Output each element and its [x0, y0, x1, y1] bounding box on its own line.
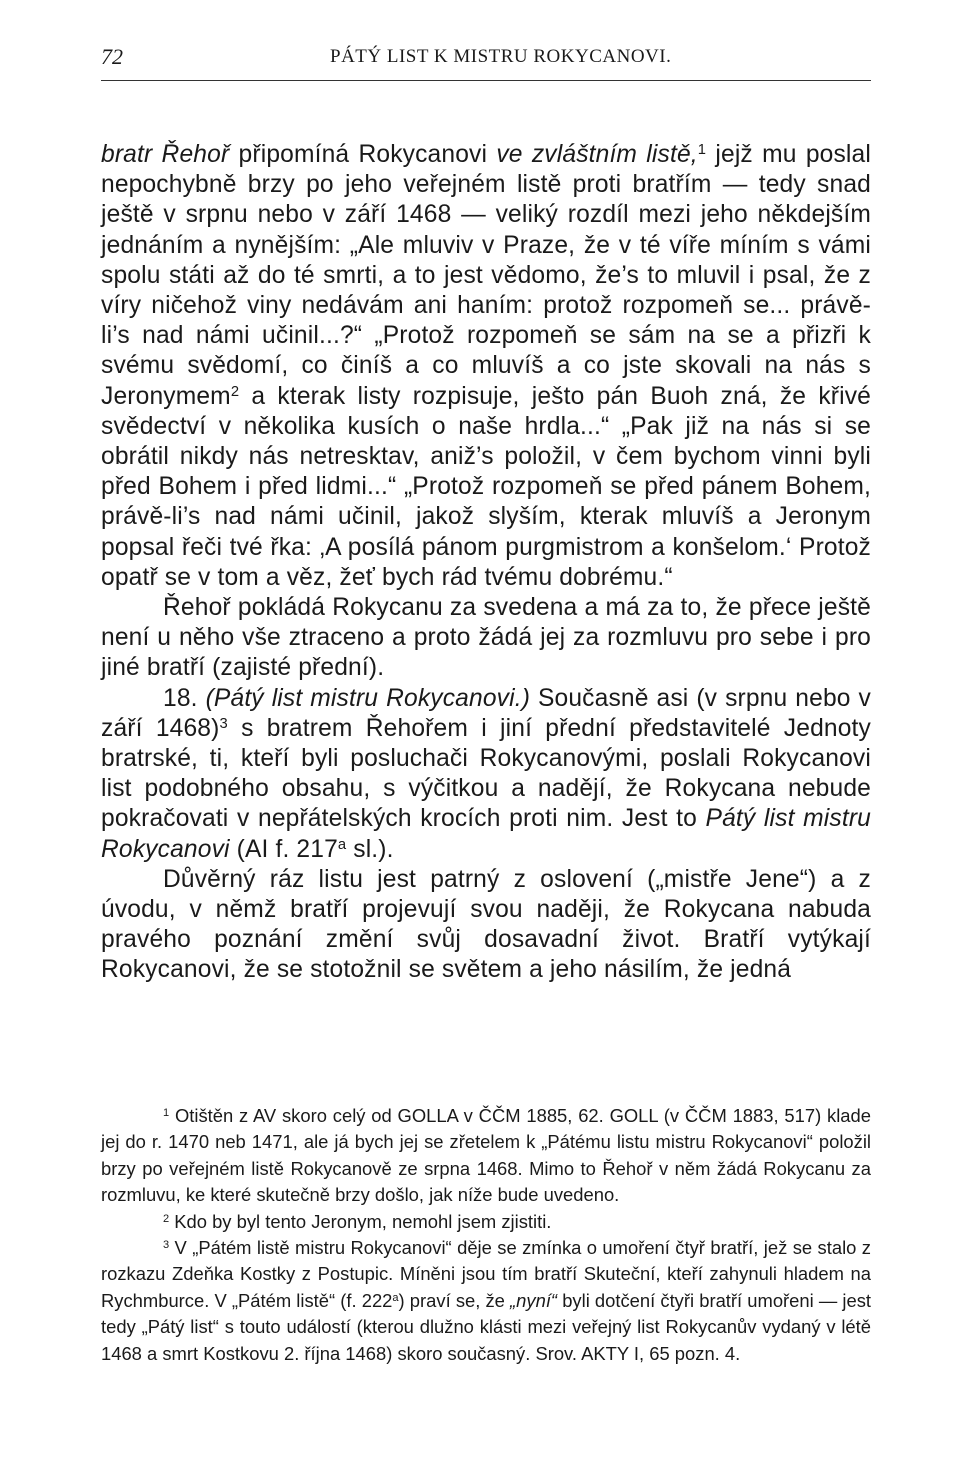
text-span: Současně asi (v srpnu nebo v září 1468) [101, 684, 871, 742]
paragraph-2 [101, 593, 871, 684]
text-span: sl.). [346, 835, 394, 863]
section-title: (Pátý list mistru Rokycanovi.) [205, 684, 531, 712]
section-number: 18. [163, 684, 206, 712]
text-span: a kterak listy rozpisuje, ješto pán Buoh zná, že křivé svědectví v několika kusích o naše hrdla...“ „Pak již na nás si se obrátil nikdy nás netresktav, aniž’s položil, v čem bychom vinni byli před Bohem i před lidmi...“ „Protož rozpomeň se před pánem Bohem, právě-li’s nad námi učinil, jakož slyším, kterak mluvíš a Jeronym popsal řeči tvé řka: ‚A posílá pánom purgmistrom a konšelom.‘ Protož opatř se v tom a věz, žeť bych rád tvému dobrému.“ [101, 382, 871, 591]
text-span: Pátý list mistru Rokycanovi [101, 805, 871, 863]
footnotes [101, 1103, 871, 1367]
footnote-text: V „Pátém listě mistru Rokycanovi“ děje se zmínka o umoření čtyř bratří, jež se stalo z rozkazu Zdeňka Kostky z Postupic. Míněni jsou tím bratří Skuteční, kteří zahynuli hladem na Rychmburce. V „Pátém listě“ (f. 222 [101, 1237, 871, 1311]
text-span: bratr Řehoř [101, 141, 230, 168]
paragraph-1 [101, 140, 871, 593]
footnote-mark: 3 [163, 1238, 170, 1251]
footnote-ref: 3 [219, 715, 228, 732]
footnote-ref: 1 [697, 141, 707, 158]
header-rule [101, 80, 871, 81]
page-number: 72 [101, 44, 123, 69]
footnote-text: „nyní“ [510, 1289, 558, 1311]
footnote-2 [101, 1209, 871, 1235]
running-head: PÁTÝ LIST K MISTRU ROKYCANOVI. [330, 46, 672, 67]
paragraph-4 [101, 865, 871, 986]
footnote-3 [101, 1235, 871, 1367]
superscript: a [392, 1291, 399, 1304]
text-span: Důvěrný ráz listu jest patrný z oslovení („mistře Jene“) a z úvodu, v němž bratří projevují svou naději, že Rokycana nabuda pravého poznání změní svůj dosavadní život. Bratří vytýkají Rokycanovi, že se stotožnil se světem a jeho násilím, že jedná [101, 865, 871, 984]
text-span: (AI f. 217 [229, 835, 338, 863]
text-span: jejž mu poslal nepochybně brzy po jeho veřejném listě proti bratřím — tedy snad ještě v srpnu nebo v září 1468 — veliký rozdíl mezi jeho někdejším jednáním a nynějším: „Ale mluviv v Praze, že v té víře míním s vámi spolu státi až do té smrti, a to jest vědomo, že’s to mluvil i psal, že z víry ničehož viny nedávám ani haním: protož rozpomeň se... právě-li’s nad námi učinil...?“ „Protož rozpomeň se sám na se a přizři k svému svědomí, co činíš a co mluvíš a co jste skovali na nás s Jeronymem [101, 141, 871, 410]
footnote-text: byli dotčení čtyři bratří umořeni — jest tedy „Pátý list“ s touto událostí (kterou dlužno klásti mezi veřejný list Rokycanův vydaný v létě 1468 a smrt Kostkovu 2. října 1468) skoro současný. Srov. AKTY I, 65 pozn. 4. [101, 1289, 871, 1364]
superscript: a [337, 836, 347, 853]
footnote-ref: 2 [230, 383, 240, 400]
footnote-1 [101, 1103, 871, 1209]
footnote-mark: 2 [163, 1212, 170, 1225]
text-span: připomíná Rokycanovi [229, 141, 497, 168]
footnote-text: Kdo by byl tento Jeronym, nemohl jsem zjistiti. [169, 1210, 552, 1232]
footnote-text: ) praví se, že [398, 1289, 511, 1311]
text-span: Řehoř pokládá Rokycanu za svedena a má za to, že přece ještě není u něho vše ztraceno a proto žádá jej za rozmluvu pro sebe i pro jiné bratří (zajisté přední). [101, 594, 871, 682]
footnote-text: Otištěn z AV skoro celý od GOLLA v ČČM 1885, 62. GOLL (v ČČM 1883, 517) klade jej do r. 1470 neb 1471, ale já bych jej se zřetelem k „Pátému listu mistru Rokycanovi“ položil brzy po veřejném listě Rokycanově ze srpna 1468. Mimo to Řehoř v něm žádá Rokycanu za rozmluvu, ke které skutečně brzy došlo, jak níže bude uvedeno. [101, 1105, 871, 1206]
footnote-mark: 1 [163, 1106, 170, 1119]
main-text [101, 140, 871, 986]
paragraph-3 [101, 684, 871, 865]
text-span: ve zvláštním listě, [496, 141, 698, 168]
text-span: s bratrem Řehořem i jiní přední představitelé Jednoty bratrské, ti, kteří byli posluchači Rokycanovými, poslali Rokycanovi list podobného obsahu, s výčitkou a nadějí, že Rokycana nebude pokračovati v nepřátelských krocích proti nim. Jest to [101, 714, 871, 833]
